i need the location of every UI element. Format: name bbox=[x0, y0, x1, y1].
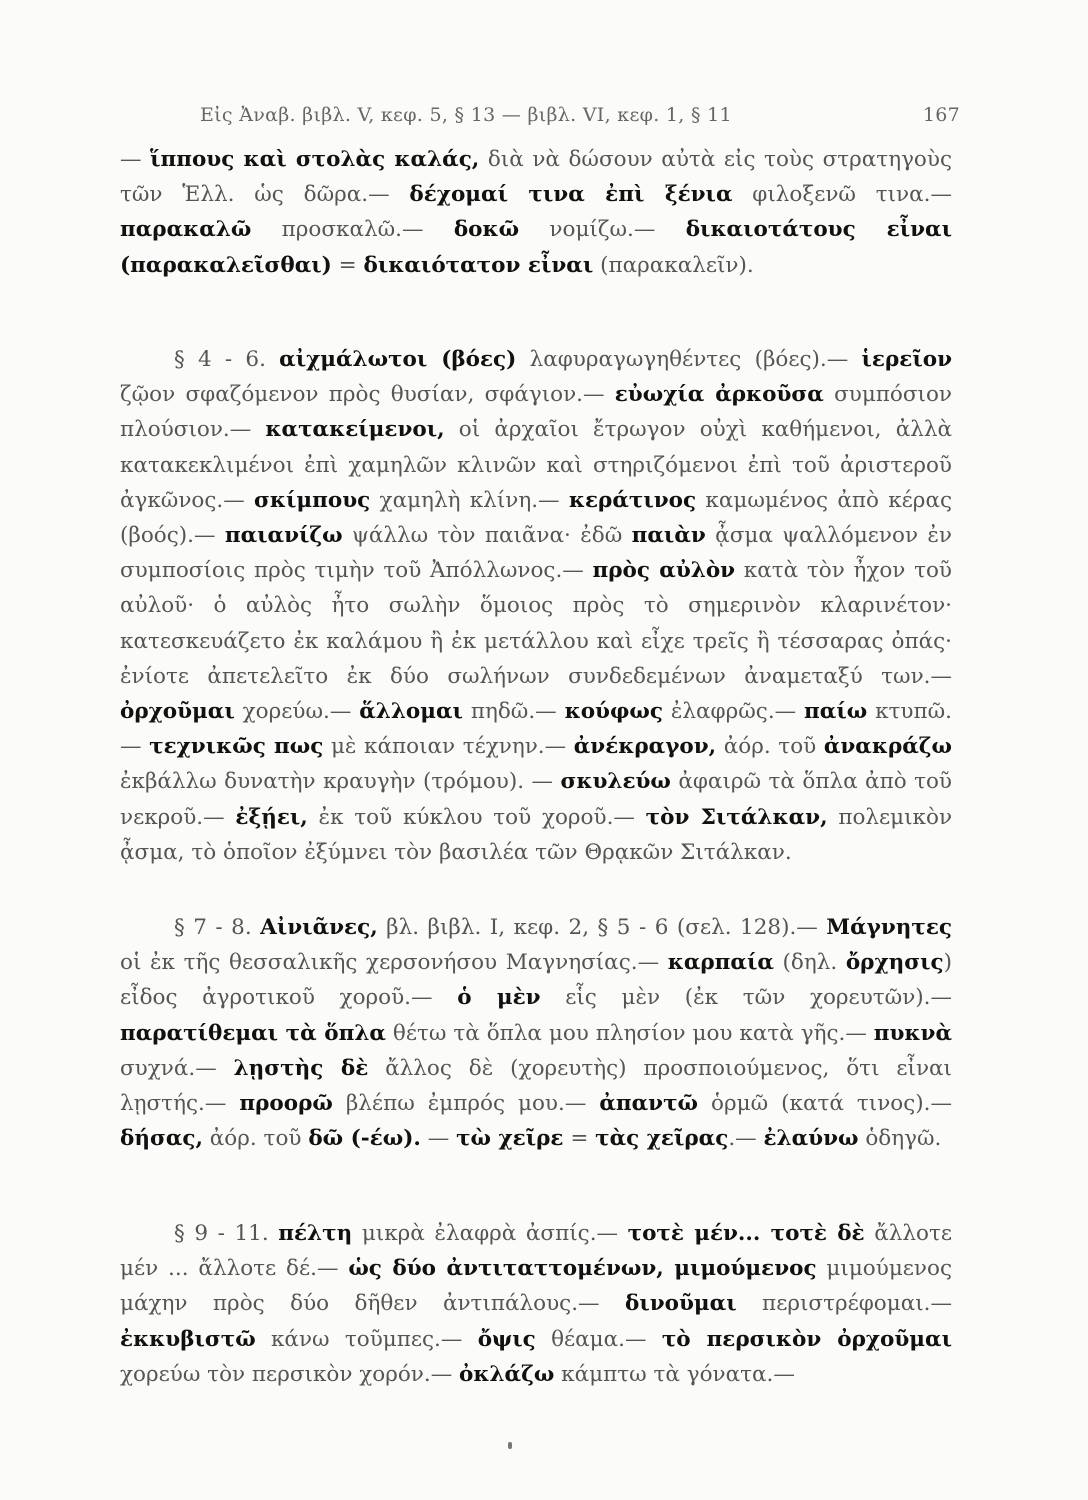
glossary-paragraph-9-11 bbox=[120, 1216, 952, 1392]
gloss-text: θέαμα.— bbox=[535, 1326, 662, 1352]
gloss-text: ἐλαφρῶς.— bbox=[662, 699, 805, 725]
headword: πυκνὰ bbox=[873, 1020, 952, 1046]
gloss-text: διὰ νὰ δώσουν αὐτὰ εἰς τοὺς στρατηγοὺς τῶν Ἑλλ. ὡς δῶρα.— bbox=[120, 147, 952, 208]
glossary-paragraph-4-6 bbox=[120, 342, 952, 870]
headword: τὸ περσικὸν ὀρχοῦμαι bbox=[661, 1326, 952, 1352]
gloss-text: = bbox=[563, 1126, 596, 1152]
headword: ὁ μὲν bbox=[457, 985, 541, 1011]
headword: ἀνέκραγον, bbox=[573, 734, 717, 760]
gloss-text: φιλοξενῶ τινα.— bbox=[732, 182, 952, 208]
gloss-text: ἄλλοτε μέν ... ἄλλοτε δέ.— bbox=[120, 1221, 952, 1282]
headword: ὄρχησις bbox=[845, 950, 944, 976]
gloss-text: ἐκ τοῦ κύκλου τοῦ χοροῦ.— bbox=[307, 804, 646, 830]
gloss-text: — bbox=[420, 1126, 457, 1152]
gloss-text: μικρὰ ἐλαφρὰ ἀσπίς.— bbox=[352, 1221, 628, 1246]
gloss-text: § 9 - 11. bbox=[174, 1221, 279, 1246]
gloss-text: ζῷον σφαζόμενον πρὸς θυσίαν, σφάγιον.— bbox=[120, 382, 615, 408]
gloss-text: μιμούμενος μάχην πρὸς δύο δῆθεν ἀντιπάλους.— bbox=[120, 1256, 952, 1317]
gloss-text: κάμπτω τὰ γόνατα.— bbox=[554, 1361, 795, 1387]
headword: ὀρχοῦμαι bbox=[120, 699, 235, 725]
headword: δικαιοτάτους εἶναι (παρακαλεῖσθαι) bbox=[120, 217, 952, 278]
running-header bbox=[200, 104, 960, 126]
headword: παιὰν bbox=[631, 523, 706, 549]
gloss-text: περιστρέφομαι.— bbox=[736, 1291, 952, 1317]
gloss-text: .— bbox=[728, 1126, 764, 1152]
gloss-text: μὲ κάποιαν τέχνην.— bbox=[323, 734, 574, 760]
gloss-text: βλ. βιβλ. I, κεφ. 2, § 5 - 6 (σελ. 128).— bbox=[377, 915, 827, 940]
gloss-text: κατὰ τὸν ἦχον τοῦ αὐλοῦ· ὁ αὐλὸς ἦτο σωλὴν ὅμοιος πρὸς τὸ σημερινὸν κλαρινέτον· κατεσκευάζετο ἐκ καλάμου ἢ ἐκ μετάλλου καὶ εἶχε τρεῖς ἢ τέσσαρας ὀπάς· ἐνίοτε ἀπετελεῖτο ἐκ δύο σωλήνων συνδεδεμένων ἀναμεταξύ των.— bbox=[120, 558, 952, 689]
headword: παιανίζω bbox=[224, 523, 343, 549]
headword: τὰς χεῖρας bbox=[595, 1126, 729, 1152]
headword: ἀνακράζω bbox=[823, 734, 952, 760]
headword: τὸν Σιτάλκαν, bbox=[645, 804, 828, 830]
gloss-text: (δηλ. bbox=[773, 950, 846, 976]
headword: δικαιότατον εἶναι bbox=[363, 252, 594, 278]
headword: πρὸς αὐλὸν bbox=[592, 558, 736, 584]
gloss-text: βλέπω ἐμπρός μου.— bbox=[332, 1091, 600, 1117]
glossary-paragraph-7-8 bbox=[120, 910, 952, 1156]
headword: ἐκκυβιστῶ bbox=[120, 1326, 256, 1352]
gloss-text: = bbox=[331, 252, 364, 278]
headword: ἅλλομαι bbox=[359, 699, 463, 725]
page-mark bbox=[508, 1442, 512, 1449]
headword: σκυλεύω bbox=[560, 769, 671, 795]
gloss-text: χαμηλὴ κλίνη.— bbox=[370, 487, 569, 513]
headword: ὡς δύο ἀντιταττομένων, μιμούμενος bbox=[348, 1256, 817, 1282]
gloss-text: χορεύω.— bbox=[234, 699, 360, 725]
headword: δήσας, bbox=[120, 1126, 203, 1152]
headword: παίω bbox=[804, 699, 868, 725]
headword: παρατίθεμαι τὰ ὅπλα bbox=[120, 1020, 386, 1046]
gloss-text: ) εἶδος ἀγροτικοῦ χοροῦ.— bbox=[120, 950, 952, 1011]
gloss-text: χορεύω τὸν περσικὸν χορόν.— bbox=[120, 1361, 460, 1387]
gloss-text: ἀόρ. τοῦ bbox=[202, 1126, 309, 1152]
headword: ἐξῄει, bbox=[235, 804, 308, 830]
headword: δέχομαί τινα ἐπὶ ξένια bbox=[409, 182, 733, 208]
headword: παρακαλῶ bbox=[120, 217, 252, 243]
headword: ἱερεῖον bbox=[861, 347, 952, 372]
gloss-text: πολεμικὸν ᾆσμα, τὸ ὁποῖον ἐξύμνει τὸν βασιλέα τῶν Θρᾳκῶν Σιτάλκαν. bbox=[120, 804, 953, 865]
gloss-text: λαφυραγωγηθέντες (βόες).— bbox=[516, 347, 862, 372]
headword: προορῶ bbox=[239, 1091, 333, 1117]
headword: καρπαία bbox=[667, 950, 774, 976]
running-title: Εἰς Ἀναβ. βιβλ. V, κεφ. 5, § 13 — βιβλ. VI, κεφ. 1, § 11 bbox=[200, 104, 732, 126]
headword: λῃστὴς δὲ bbox=[233, 1055, 369, 1081]
gloss-text: ἐκβάλλω δυνατὴν κραυγὴν (τρόμου). — bbox=[120, 769, 561, 795]
headword: πέλτη bbox=[278, 1221, 353, 1246]
headword: σκίμπους bbox=[254, 487, 371, 513]
gloss-text: ὁδηγῶ. bbox=[858, 1126, 942, 1152]
headword: κατακείμενοι, bbox=[265, 417, 445, 443]
headword: τοτὲ μέν... τοτὲ δὲ bbox=[627, 1221, 865, 1246]
headword: ἀπαντῶ bbox=[599, 1091, 699, 1117]
gloss-text: συχνά.— bbox=[120, 1055, 234, 1081]
gloss-text: ψάλλω τὸν παιᾶνα· ἐδῶ bbox=[342, 523, 632, 549]
gloss-text: ἀόρ. τοῦ bbox=[716, 734, 824, 760]
gloss-text: § 4 - 6. bbox=[174, 347, 280, 372]
gloss-text: ᾆσμα ψαλλόμενον ἐν συμποσίοις πρὸς τιμὴν τοῦ Ἀπόλλωνος.— bbox=[120, 523, 953, 584]
headword: δινοῦμαι bbox=[625, 1291, 737, 1317]
headword: Αἰνιᾶνες, bbox=[260, 915, 378, 940]
headword: κούφως bbox=[564, 699, 663, 725]
headword: Μάγνητες bbox=[826, 915, 952, 940]
glossary-paragraph-continuation bbox=[120, 142, 952, 283]
gloss-text: (παρακαλεῖν). bbox=[593, 252, 754, 278]
gloss-text: καμωμένος ἀπὸ κέρας (βοός).— bbox=[120, 487, 952, 549]
gloss-text: ὁρμῶ (κατά τινος).— bbox=[698, 1091, 953, 1117]
gloss-text: προσκαλῶ.— bbox=[251, 217, 454, 243]
gloss-text: κάνω τοῦμπες.— bbox=[255, 1326, 478, 1352]
headword: ἵππους καὶ στολὰς καλάς, bbox=[150, 147, 480, 172]
headword: τὼ χεῖρε bbox=[456, 1126, 564, 1152]
gloss-text: νομίζω.— bbox=[519, 217, 686, 243]
gloss-text: οἱ ἀρχαῖοι ἔτρωγον οὐχὶ καθήμενοι, ἀλλὰ κατακεκλιμένοι ἐπὶ χαμηλῶν κλινῶν καὶ στηριζόμενοι ἐπὶ τοῦ ἀριστεροῦ ἀγκῶνος.— bbox=[120, 417, 952, 513]
page-number: 167 bbox=[922, 104, 960, 126]
gloss-text: οἱ ἐκ τῆς θεσσαλικῆς χερσονήσου Μαγνησίας.— bbox=[120, 950, 668, 976]
gloss-text: θέτω τὰ ὅπλα μου πλησίον μου κατὰ γῆς.— bbox=[385, 1020, 874, 1046]
headword: ὄψις bbox=[477, 1326, 536, 1352]
gloss-text: ἄλλος δὲ (χορευτὴς) προσποιούμενος, ὅτι εἶναι λῃστής.— bbox=[120, 1055, 952, 1117]
gloss-text: συμπόσιον πλούσιον.— bbox=[120, 382, 952, 443]
headword: εὐωχία ἀρκοῦσα bbox=[614, 382, 824, 408]
gloss-text: κτυπῶ.— bbox=[120, 699, 952, 760]
headword: δῶ (-έω). bbox=[308, 1126, 421, 1152]
gloss-text: εἷς μὲν (ἐκ τῶν χορευτῶν).— bbox=[540, 985, 952, 1011]
headword: ὀκλάζω bbox=[459, 1361, 555, 1387]
headword: τεχνικῶς πως bbox=[149, 734, 324, 760]
headword: αἰχμάλωτοι (βόες) bbox=[279, 347, 517, 372]
headword: κεράτινος bbox=[568, 487, 697, 513]
headword: ἐλαύνω bbox=[763, 1126, 859, 1152]
headword: δοκῶ bbox=[453, 217, 520, 243]
gloss-text: — bbox=[120, 147, 151, 172]
gloss-text: πηδῶ.— bbox=[462, 699, 565, 725]
gloss-text: § 7 - 8. bbox=[174, 915, 261, 940]
gloss-text: ἀφαιρῶ τὰ ὅπλα ἀπὸ τοῦ νεκροῦ.— bbox=[120, 769, 953, 830]
